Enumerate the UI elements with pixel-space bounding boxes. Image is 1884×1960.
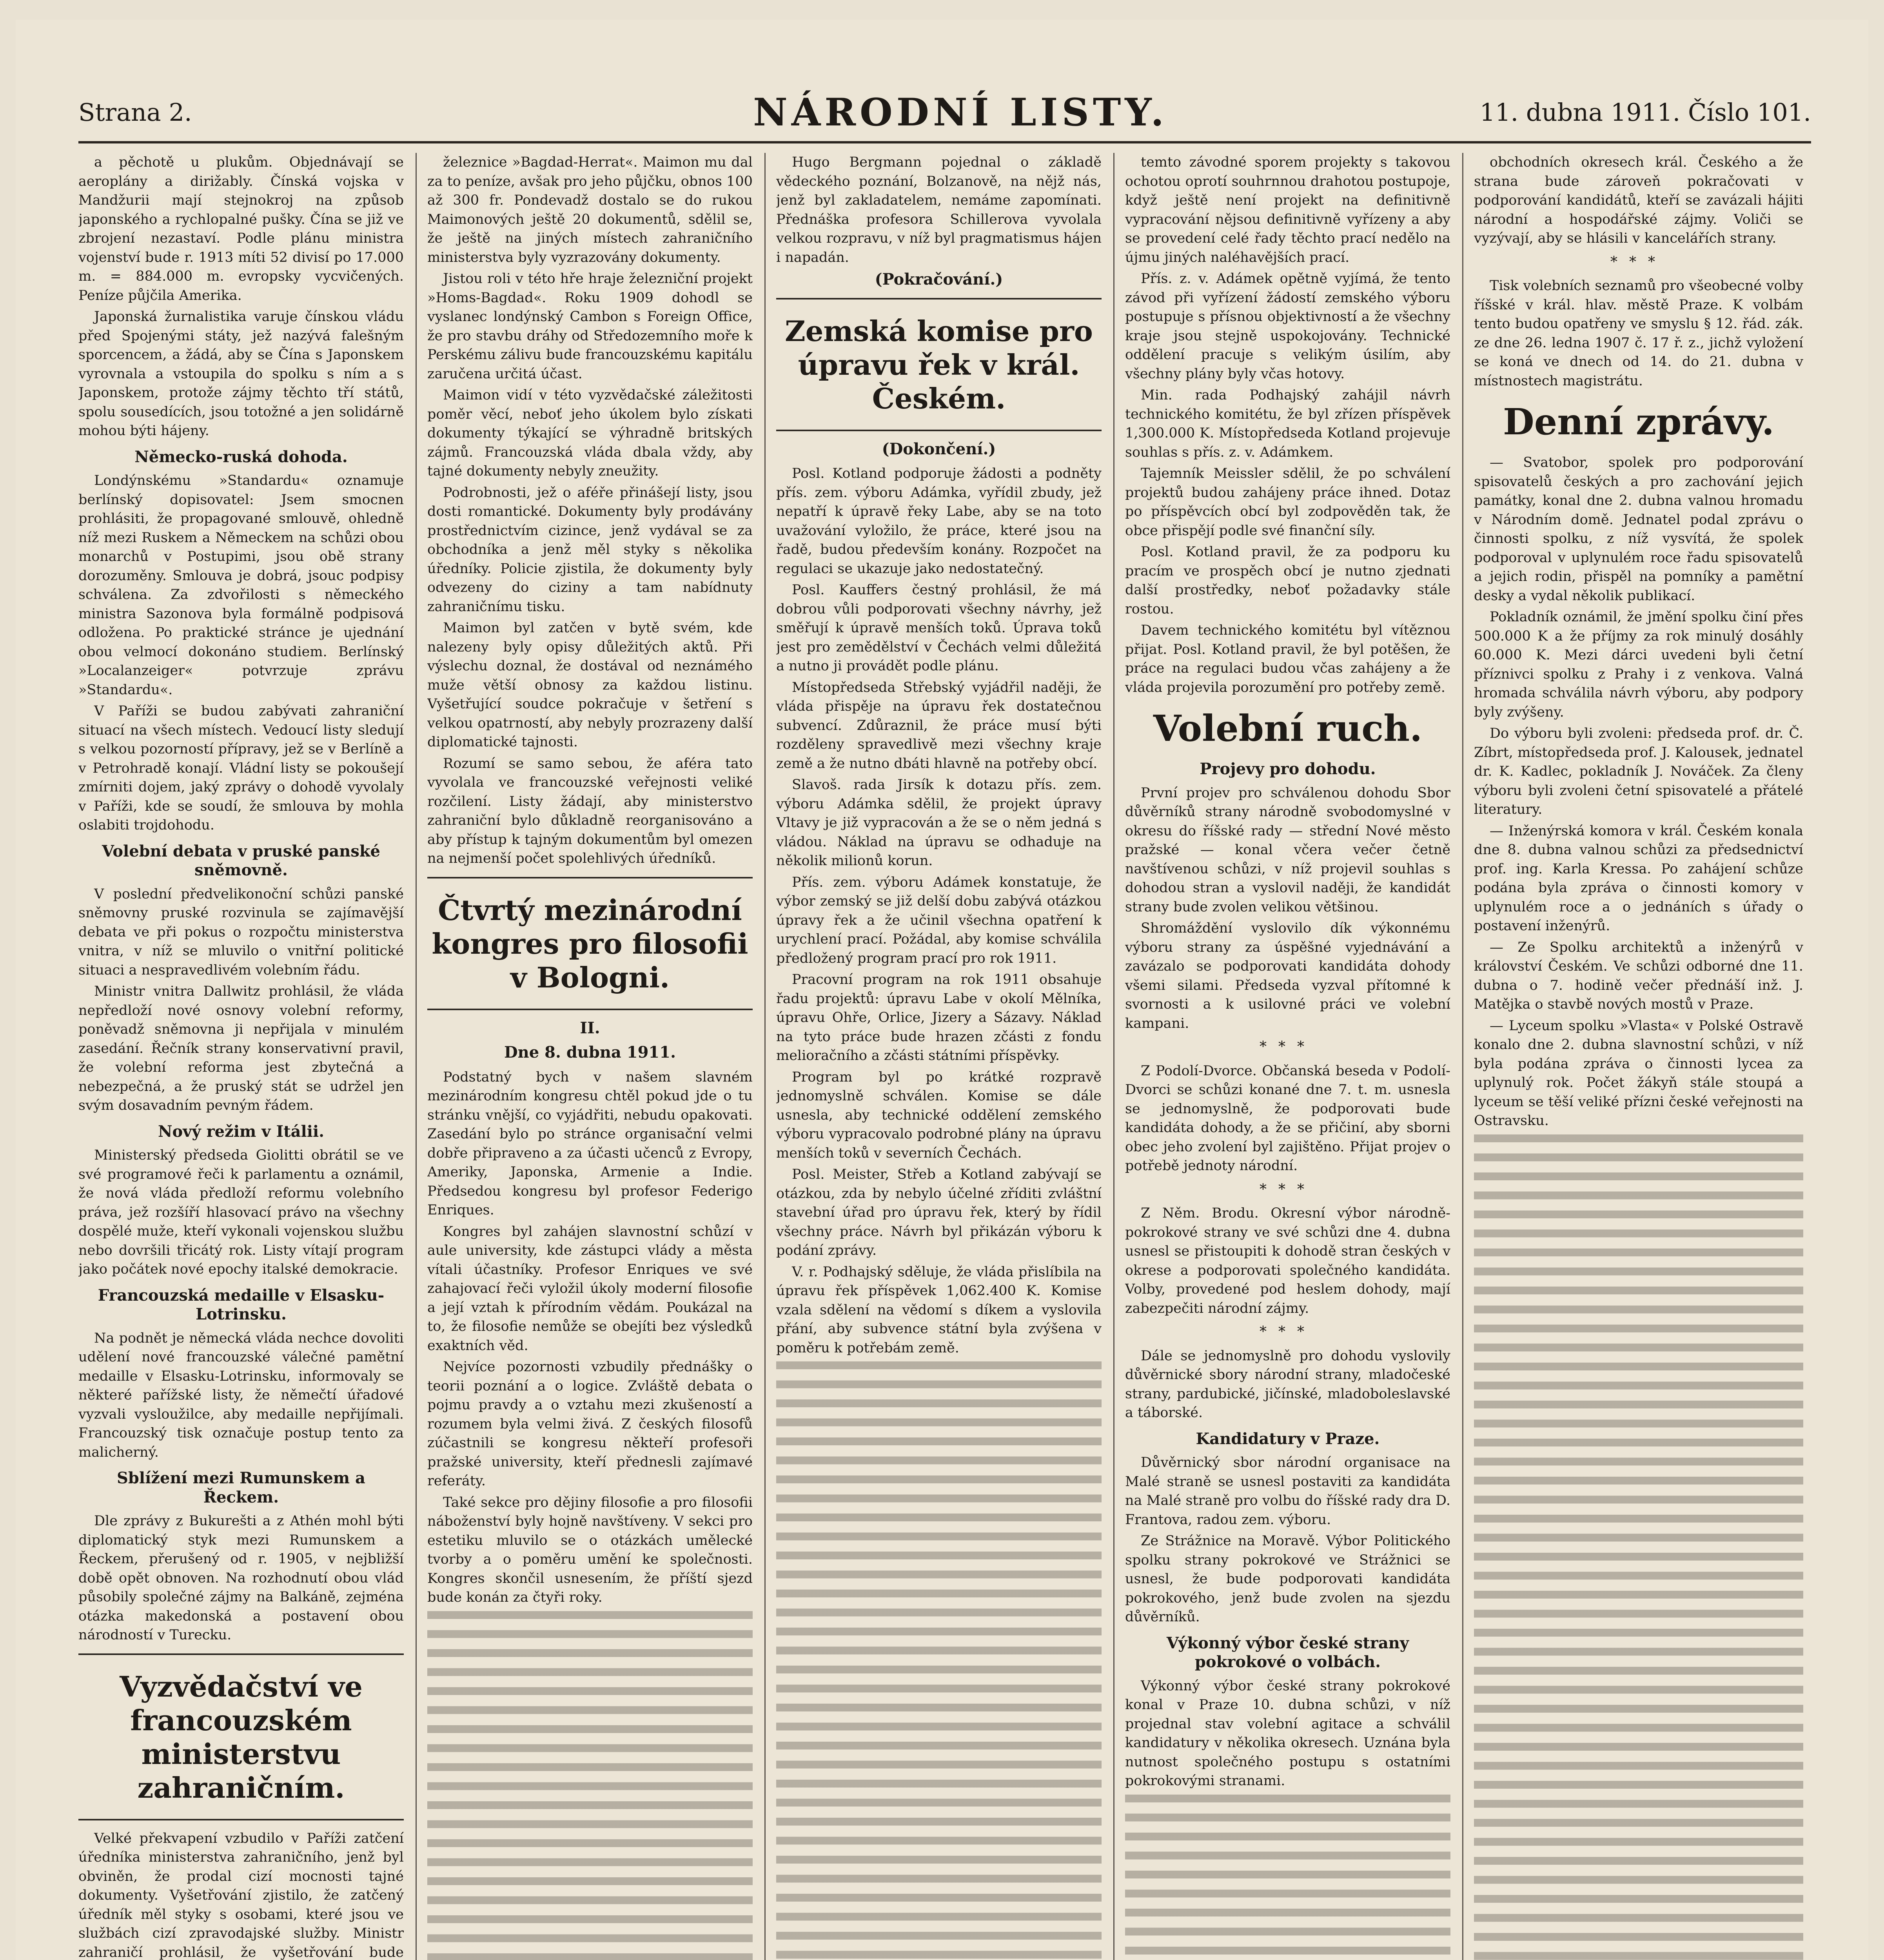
article-paragraph: Ze Strážnice na Moravě. Výbor Politického spolku strany pokrokové ve Strážnici se usnesl, že bude podporovati kandidáta pokrokového, jenž bude zvolen na sjezdu důvěrníků. [1125, 1533, 1450, 1625]
section-heading: Německo-ruská dohoda. [134, 447, 348, 466]
article-paragraph: Přís. z. v. Adámek opětně vyjímá, že tento závod při vyřízení žádostí zemského výboru postupuje s přísnou objektivností a že všechny kraje jsou stejně uspokojovány. Technické oddělení pracuje s velikým úsilím, aby všechny plány byly včas hotovy. [1125, 271, 1450, 382]
column-divider [764, 153, 766, 1960]
article-paragraph: obchodních okresech král. Českého a že strana bude zároveň pokračovati v podporování kandidátů, kteří se zavázali hájiti národní a hospodářské zájmy. Voliči se vyzývají, aby se hlásili v kancelářích strany. [1474, 154, 1803, 246]
section-headline: Volební ruch. [1153, 707, 1423, 750]
article-paragraph: Davem technického komitétu byl vítěznou přijat. Posl. Kotland pravil, že byl potěšen, že práce na regulaci budou včas zahájeny a že vláda projevila porozumění pro potřeby země. [1125, 622, 1450, 695]
section-heading: Kandidatury v Praze. [1196, 1429, 1380, 1448]
article-paragraph: Výkonný výbor české strany pokrokové konal v Praze 10. dubna schůzi, v níž projednal stav volební agitace a schválil kandidatury v několika okresech. Uznána byla nutnost společného postupu s ostatními pokrokovými stranami. [1125, 1678, 1450, 1789]
article-paragraph: Program byl po krátké rozpravě jednomyslně schválen. Komise se dále usnesla, aby technické oddělení zemského výboru vypracovalo podrobné plány na úpravu menších toků v severních Čechách. [776, 1069, 1102, 1161]
article-dateline: Dne 8. dubna 1911. [504, 1043, 676, 1062]
article-paragraph: Hugo Bergmann pojednal o základě vědeckého poznání, Bolzanově, na nějž nás, jenž byl zakladatelem, nemáme zapomínati. Přednáška profesora Schillerova vyvolala velkou rozpravu, v níž byl pragmatismus hájen i napadán. [776, 154, 1102, 265]
article-paragraph: Velké překvapení vzbudilo v Paříži zatčení úředníka ministerstva zahraničního, jenž byl obviněn, že prodal cizí mocnosti tajné dokumenty. Vyšetřování zjistilo, že zatčený úředník měl styky s osobami, které jsou ve službách cizí zpravodajské služby. Ministr zahraničí prohlásil, že vyšetřování bude [78, 1830, 404, 1960]
article-paragraph: Dále se jednomyslně pro dohodu vyslovily důvěrnické sbory národní strany, mladočeské strany, pardubické, jičínské, mladoboleslavské a táborské. [1125, 1348, 1450, 1421]
article-paragraph: Ministerský předseda Giolitti obrátil se ve své programové řeči k parlamentu a oznámil, že nová vláda předloží reformu volebního práva, jež rozšíří hlasovací právo na všechny dospělé muže, kteří vykonali vojenskou službu nebo dovršili třicátý rok. Listy vítají program jako počátek nové epochy italské demokracie. [78, 1147, 404, 1277]
article-paragraph: Také sekce pro dějiny filosofie a pro filosofii náboženství byly hojně navštíveny. V sekci pro estetiku mluvilo se o otázkách umělecké tvorby a o poměru umění ke společnosti. Kongres skončil usnesením, že příští sjezd bude konán za čtyři roky. [427, 1494, 753, 1605]
newspaper-page [16, 20, 1868, 1960]
article-paragraph: Posl. Kauffers čestný prohlásil, že má dobrou vůli podporovati všechny návrhy, jež směřují k úpravě menších toků. Úprava toků jest pro zemědělství v Čechách velmi důležitá a nutno ji provádět podle plánu. [776, 582, 1102, 674]
article-paragraph: V Paříži se budou zabývati zahraniční situací na všech místech. Vedoucí listy sledují s velkou pozorností přípravy, jež se v Berlíně a v Petrohradě konají. Vládní listy se pokoušejí zmírniti dojem, jaký zprávy o dohodě vyvolaly v Paříži, kde se soudí, že smlouva by mohla oslabiti trojdohodu. [78, 703, 404, 833]
column-3 [776, 153, 1102, 1960]
section-heading: Výkonný výbor české strany pokrokové o volbách. [1166, 1633, 1409, 1671]
article-headline: Čtvrtý mezinárodní kongres pro filosofii v Bologni. [432, 893, 748, 994]
article-paragraph: Posl. Meister, Střeb a Kotland zabývají se otázkou, zda by nebylo účelné zříditi zvláštní stavební úřad pro úpravu řek, který by řídil všechny práce. Návrh byl přikázán výboru k podání zprávy. [776, 1167, 1102, 1258]
article-headline: Zemská komise pro úpravu řek v král. Českém. [785, 314, 1093, 415]
article-paragraph: Dle zprávy z Bukurešti a z Athén mohl býti diplomatický styk mezi Rumunskem a Řeckem, přerušený od r. 1905, v nejbližší době opět obnoven. Na rozhodnutí obou vlád působily společné zájmy na Balkáně, zejména otázka makedonská a postavení obou národností v Turecku. [78, 1513, 404, 1643]
article-paragraph: Shromáždění vyslovilo dík výkonnému výboru strany za úspěšné vyjednávání a zavázalo se podporovati kandidáta dohody všemi silami. Předseda vyzval přítomné k svornosti a k usilovné práci ve volební kampani. [1125, 920, 1450, 1031]
article-paragraph: Důvěrnický sbor národní organisace na Malé straně se usnesl postaviti za kandidáta na Malé straně pro volbu do říšské rady dra D. Frantova, radou zem. výboru. [1125, 1455, 1450, 1528]
article-paragraph: — Svatobor, spolek pro podporování spisovatelů českých a pro zachování jejich památky, konal dne 2. dubna valnou hromadu v Národním domě. Jednatel podal zprávu o činnosti spolku, z níž vysvítá, že spolek podporoval v uplynulém roce řadu spisovatelů a jejich rodin, přispěl na pomníky a pamětní desky a vydal několik publikací. [1474, 455, 1803, 604]
text-block [1125, 1795, 1450, 1960]
article-paragraph: Rozumí se samo sebou, že aféra tato vyvolala ve francouzské veřejnosti veliké rozčilení. Listy žádají, aby ministerstvo zahraniční bylo důkladně reorganisováno a aby přístup k tajným dokumentům byl omezen na nejmenší počet spolehlivých úředníků. [427, 755, 753, 866]
article-paragraph: První projev pro schválenou dohodu Sbor důvěrníků strany národně svobodomyslné v okresu do říšské rady — střední Nové město pražské — konal včera večer četně navštívenou schůzi, v níž projevil souhlas s dohodou stran a vyslovil naději, že kandidát strany bude zvolen velikou většinou. [1125, 785, 1450, 915]
section-heading: Nový režim v Itálii. [158, 1122, 325, 1141]
text-block [427, 1611, 753, 1960]
article-paragraph: Podrobnosti, jež o aféře přinášejí listy, jsou dosti romantické. Dokumenty byly prodávány prostřednictvím cizince, jenž vydával se za obchodníka a jenž měl styky s několika úředníky. Policie zjistila, že dokumenty byly odvezeny do ciziny a tam nabídnuty zahraničnímu tisku. [427, 485, 753, 615]
article-paragraph: V. r. Podhajský sděluje, že vláda přislíbila na úpravu řek příspěvek 1,062.400 K. Komise vzala sdělení na vědomí s díkem a vyslovila přání, aby subvence státní byla zvýšena v poměru k potřebám země. [776, 1264, 1102, 1356]
article-paragraph: železnice »Bagdad-Herrat«. Maimon mu dal za to peníze, avšak pro jeho půjčku, obnos 100 až 300 fr. Pondevadž dostalo se do rukou Maimonových ještě 20 dokumentů, sdělil se, že ještě na jiných místech zahraničního ministerstva byly vyzrazovány dokumenty. [427, 154, 753, 265]
article-paragraph: Na podnět je německá vláda nechce dovoliti udělení nové francouzské válečné pamětní medaille v Elsasku-Lotrinsku, informovaly se některé pařížské listy, že němečtí úřadové vyzvali vysloužilce, aby medaille nepřijímali. Francouzský tisk označuje postup tento za malicherný. [78, 1330, 404, 1460]
separator: *** [1260, 1181, 1316, 1198]
article-paragraph: — Lyceum spolku »Vlasta« v Polské Ostravě konalo dne 2. dubna slavnostní schůzi, v níž byla podána zpráva o činnosti lycea za uplynulý rok. Počet žákyň stále stoupá a lyceum se těší veliké přízni české veřejnosti na Ostravsku. [1474, 1018, 1803, 1129]
article-paragraph: a pěchotě u plukům. Objednávají se aeroplány a dirižably. Čínská vojska v Mandžurii mají stejnokroj na způsob japonského a rychlopalné pušky. Čína se již ve zbrojení nezastaví. Podle plánu ministra vojenství bude r. 1913 míti 52 divisí po 17.000 m. = 884.000 m. evropsky vycvičených. Peníze půjčila Amerika. [78, 154, 404, 303]
section-heading: Sblížení mezi Rumunskem a Řeckem. [117, 1469, 365, 1506]
article-paragraph: Min. rada Podhajský zahájil návrh technického komitétu, že byl zřízen příspěvek 1,300.000 K. Místopředseda Kotland projevuje souhlas s přís. z. v. Adámkem. [1125, 387, 1450, 460]
article-subtitle: (Dokončení.) [882, 439, 996, 458]
text-block [776, 1361, 1102, 1960]
separator: *** [1260, 1039, 1316, 1055]
article-paragraph: Jistou roli v této hře hraje železniční projekt »Homs-Bagdad«. Roku 1909 dohodl se vyslanec londýnský Cambon s Foreign Office, že pro stavbu dráhy od Středozemního moře k Perskému zálivu bude francouzskému kapitálu zaručena určitá účast. [427, 271, 753, 382]
article-paragraph: Slavoš. rada Jirsík k dotazu přís. zem. výboru Adámka sdělil, že projekt úpravy Vltavy je již vypracován a že se o něm jedná s vládou. Náklad na úpravu se odhaduje na několik milionů korun. [776, 777, 1102, 869]
article-paragraph: Do výboru byli zvoleni: předseda prof. dr. Č. Zíbrt, místopředseda prof. J. Kalousek, jednatel dr. K. Kadlec, pokladník J. Nováček. Za členy výboru byli zvoleni četní spisovatelé a přátelé literatury. [1474, 726, 1803, 817]
article-headline: Vyzvědačství ve francouzském ministerstvu zahraničním. [120, 1670, 363, 1804]
article-paragraph: Z Podolí-Dvorce. Občanská beseda v Podolí-Dvorci se schůzi konané dne 7. t. m. usnesla se jednomyslně, že podporovati bude kandidáta dohody, a že se přičiní, aby sborni obec jeho zvolení byl zajištěno. Přijat projev o potřebě jednoty národní. [1125, 1063, 1450, 1174]
column-2 [427, 153, 753, 1960]
text-block [1474, 1134, 1803, 1960]
article-paragraph: Japonská žurnalistika varuje čínskou vládu před Spojenými státy, jež nazývá falešným sporcencem, a žádá, aby se Čína s Japonskem vyrovnala a vstoupila do spolku s ním a s Japonskem, protože zájmy těchto tří států, spolu sousedících, jsou totožné a jen solidárně mohou býti hájeny. [78, 309, 404, 439]
newspaper-title: NÁRODNÍ LISTY. [753, 90, 1168, 134]
article-paragraph: Pracovní program na rok 1911 obsahuje řadu projektů: úpravu Labe v okolí Mělníka, úpravu Ohře, Orlice, Jizery a Sázavy. Náklad na tyto práce bude hrazen zčásti z fondu melioračního a zčásti státními příspěvky. [776, 972, 1102, 1063]
article-paragraph: Ministr vnitra Dallwitz prohlásil, že vláda nepředloží nové osnovy volební reformy, poněvadž sněmovna ji nepřijala v minulém zasedání. Řečník strany konservativní pravil, že volební reforma jest zbytečná a nebezpečná, a že pruský stát se udržel jen svým dosavadním pevným řádem. [78, 984, 404, 1113]
article-paragraph: — Ze Spolku architektů a inženýrů v království Českém. Ve schůzi odborné dne 11. dubna o 7. hodině večer přednáší inž. J. Matějka o stavbě nových mostů v Praze. [1474, 939, 1803, 1012]
column-5 [1474, 153, 1803, 1960]
section-heading: Francouzská medaille v Elsasku-Lotrinsku. [98, 1286, 385, 1323]
article-paragraph: Posl. Kotland pravil, že za podporu ku pracím ve prospěch obcí je nutno zjednati další prostředky, neboť požadavky stále rostou. [1125, 544, 1450, 617]
article-part-number: II. [580, 1018, 600, 1037]
article-paragraph: Tisk volebních seznamů pro všeobecné volby říšské v král. hlav. městě Praze. K volbám tento budou opatřeny ve smyslu § 12. řád. zák. ze dne 26. ledna 1907 č. 17 ř. z., jichž vyložení se koná ve dnech od 14. do 21. dubna v místnostech magistrátu. [1474, 278, 1803, 389]
article-paragraph: Tajemník Meissler sdělil, že po schválení projektů budou zahájeny práce ihned. Dotaz po příspěvcích obcí byl zodpověděn tak, že obce přispějí podle své finanční síly. [1125, 466, 1450, 539]
article-paragraph: Místopředseda Střebský vyjádřil naději, že vláda přispěje na úpravu řek dostatečnou subvencí. Zdůraznil, že práce musí býti rozděleny spravedlivě mezi všechny kraje země a že nutno dbáti hlavně na potřeby obcí. [776, 679, 1102, 771]
column-4 [1125, 153, 1450, 1960]
continuation-note: (Pokračování.) [875, 270, 1003, 289]
article-paragraph: Posl. Kotland podporuje žádosti a podněty přís. zem. výboru Adámka, vyřídil zbudy, jež nepatří k úpravě řeky Labe, aby se na toto uvažování vyložilo, že práce, které jsou na řadě, budou především konány. Rozpočet na regulaci se ukazuje jako nedostatečný. [776, 466, 1102, 577]
column-divider [416, 153, 417, 1960]
page-number: Strana 2. [78, 98, 192, 127]
article-paragraph: Přís. zem. výboru Adámek konstatuje, že výbor zemský se již delší dobu zabývá otázkou úpravy řek a že učinil všechna opatření k urychlení prací. Požádal, aby komise schválila předložený program prací pro rok 1911. [776, 874, 1102, 966]
column-divider [1113, 153, 1114, 1960]
masthead [78, 82, 1811, 143]
article-paragraph: temto závodné sporem projekty s takovou ochotou oprotí souhrnnou drahotou postupoje, když ještě není projekt na definitivně vypracování nějsou definitivně vyřízeny a aby se provedení celé řady těchto prací nedělo na újmu jiných naléhavějších prací. [1125, 154, 1450, 265]
section-headline: Denní zprávy. [1503, 401, 1775, 443]
article-paragraph: Pokladník oznámil, že jmění spolku činí přes 500.000 K a že příjmy za rok minulý dosáhly 60.000 K. Mezi dárci uvedeni byli četní příznivci spolku z Prahy i z venkova. Valná hromada schválila návrh výboru, aby podpory byly zvýšeny. [1474, 609, 1803, 720]
column-divider [1462, 153, 1463, 1960]
article-paragraph: Z Něm. Brodu. Okresní výbor národně-pokrokové strany ve své schůzi dne 4. dubna usnesl se přistoupiti k dohodě stran českých v okrese a podporovati společného kandidáta. Volby, provedené pod heslem dohody, mají zabezpečiti národní zájmy. [1125, 1205, 1450, 1316]
issue-date: 11. dubna 1911. Číslo 101. [1479, 98, 1811, 127]
article-paragraph: — Inženýrská komora v král. Českém konala dne 8. dubna valnou schůzi za předsednictví prof. ing. Karla Kressa. Po zahájení schůze podána byla zpráva o činnosti komory v uplynulém roce a o jednáních s úřady o postavení inženýrů. [1474, 823, 1803, 934]
article-paragraph: Londýnskému »Standardu« oznamuje berlínský dopisovatel: Jsem smocnen prohlásiti, že propagované smlouvě, ohledně níž mezi Ruskem a Německem na schůzi obou monarchů v Postupimi, jsou obě strany dorozuměny. Smlouva je dobrá, jsouc podpisy schválena. Za zdvořilosti s německého ministra Sazonova byla formálně podpisová odložena. Po praktické stránce je ujednání obou velmocí dokonáno studiem. Berlínský »Localanzeiger« potvrzuje zprávu »Standardu«. [78, 473, 404, 698]
article-paragraph: Kongres byl zahájen slavnostní schůzí v aule university, kde zástupci vlády a města vítali účastníky. Profesor Enriques ve své zahajovací řeči vyložil úkoly moderní filosofie a její vztah k přírodním vědám. Poukázal na to, že filosofie nemůže se obejíti bez výsledků exaktních věd. [427, 1223, 753, 1354]
article-paragraph: Maimon vidí v této vyzvědačské záležitosti poměr věcí, neboť jeho úkolem bylo získati dokumenty týkající se výhradně britských zájmů. Francouzská vláda dbala vždy, aby tajné dokumenty nebyly zneužity. [427, 387, 753, 479]
article-paragraph: Podstatný bych v našem slavném mezinárodním kongresu chtěl pokud jde o tu stránku vnější, co vyjádřiti, nebudu opakovati. Zasedání bylo po stránce organisační velmi dobře připraveno a za účasti učenců z Evropy, Ameriky, Japonska, Armenie a Indie. Předsedou kongresu byl profesor Federigo Enriques. [427, 1069, 753, 1218]
article-paragraph: Maimon byl zatčen v bytě svém, kde nalezeny byly opisy důležitých aktů. Při výslechu doznal, že dostával od neznámého muže větší obnosy za každou listinu. Vyšetřující soudce pokračuje v šetření s velkou opatrností, aby nebyly prozrazeny další diplomatické tajnosti. [427, 620, 753, 750]
article-paragraph: V poslední předvelikonoční schůzi panské sněmovny pruské rozvinula se zajímavější debata ve při pokus o rozpočtu ministerstva vnitra, v níž se mluvilo o vnitřní politické situaci a nespravedlivém volebním řádu. [78, 886, 404, 978]
section-heading: Volební debata v pruské panské sněmovně. [102, 842, 381, 879]
separator: *** [1610, 254, 1667, 270]
article-paragraph: Nejvíce pozornosti vzbudily přednášky o teorii poznání a o logice. Zvláště debata o pojmu pravdy a o vztahu mezi zkušeností a rozumem byla velmi živá. Z českých filosofů zúčastnili se kongresu někteří profesoři pražské university, kteří přednesli zajímavé referáty. [427, 1359, 753, 1489]
column-1 [78, 153, 404, 1960]
separator: *** [1260, 1324, 1316, 1340]
section-heading: Projevy pro dohodu. [1200, 760, 1376, 778]
